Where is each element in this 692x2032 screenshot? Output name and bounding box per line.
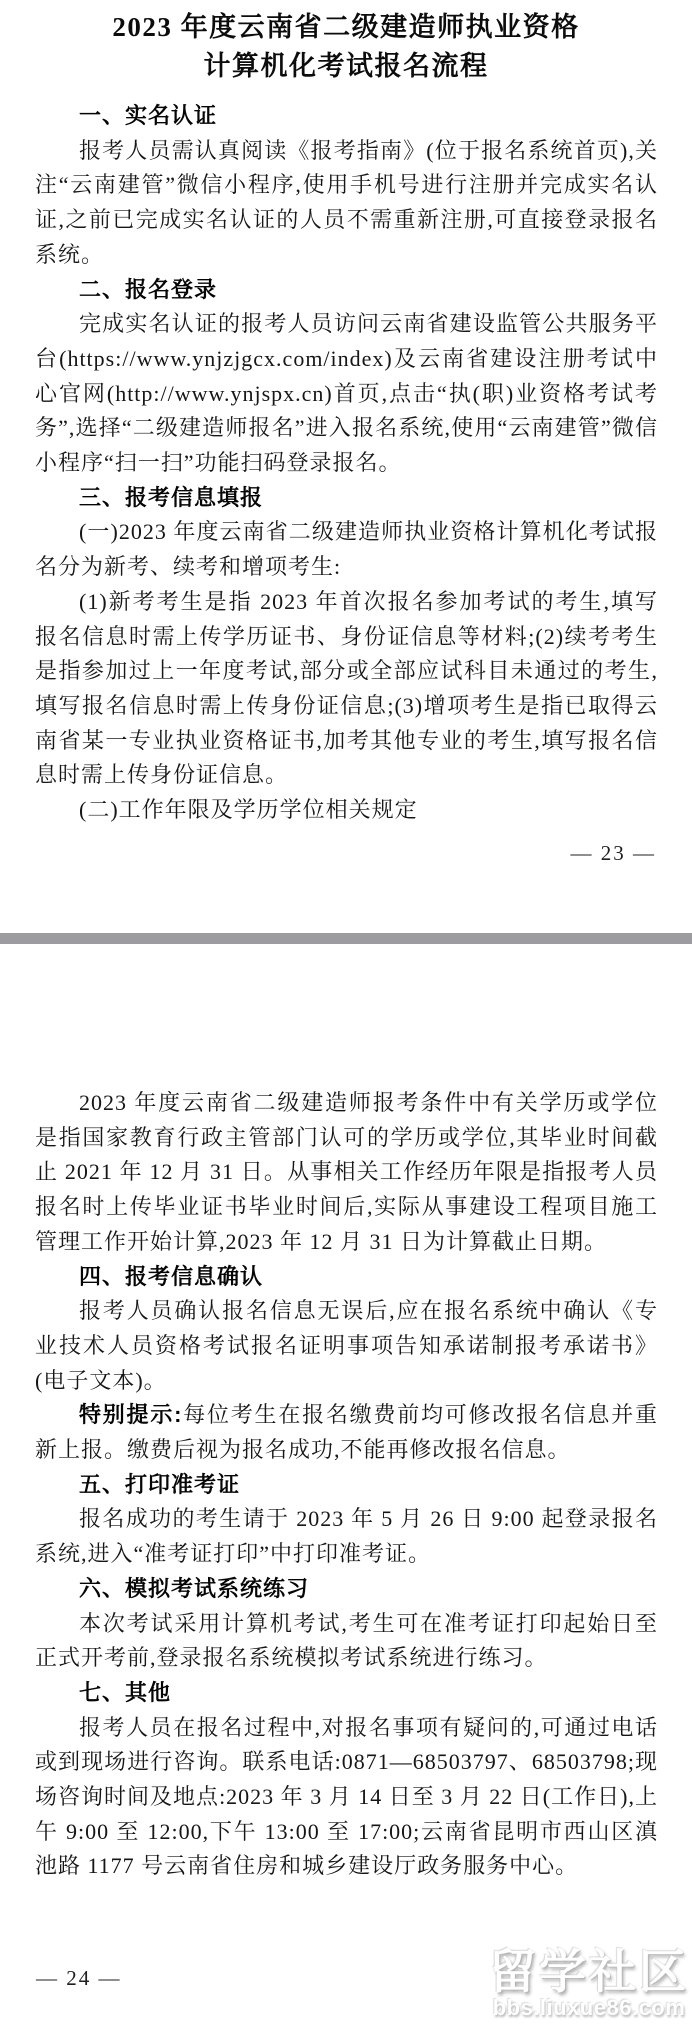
section-heading-2: 二、报名登录 [79,276,218,302]
section-heading-1: 一、实名认证 [79,103,218,128]
watermark-site-name: 留学社区 [489,1945,689,1998]
paragraph: 报考人员需认真阅读《报考指南》(位于报名系统首页),关注“云南建管”微信小程序,使用手机号进行注册并完成实名认证,之前已完成实名认证的人员不需重新注册,可直接登录报名系统。 [35,137,658,267]
paragraph: 报考人员确认报名信息无误后,应在报名系统中确认《专业技术人员资格考试报名证明事项告知承诺制报考承诺书》(电子文本)。 [35,1298,658,1393]
section-heading-6: 六、模拟考试系统练习 [79,1575,310,1601]
special-note-paragraph [35,1398,658,1467]
paragraph: 2023 年度云南省二级建造师报考条件中有关学历或学位是指国家教育行政主管部门认可的学历或学位,其毕业时间截止 2021 年 12 月 31 日。从事相关工作经历年限是指报考人员报名时上传毕业证书毕业时间后,实际从事建设工程项目施工管理工作开始计算,2023 年 12 月 31 日为计算截止日期。 [35,1090,658,1254]
paragraph: 报考人员在报名过程中,对报名事项有疑问的,可通过电话或到现场进行咨询。联系电话:0871—68503797、68503798;现场咨询时间及地点:2023 年 3 月 14 日至 3 月 22 日(工作日),上午 9:00 至 12:00,下午 13:00 至 17:00;云南省昆明市西山区滇池路 1177 号云南省住房和城乡建设厅政务服务中心。 [35,1714,658,1879]
section-heading-7: 七、其他 [79,1679,172,1705]
page-divider [0,933,692,944]
page-number-24: — 24 — [36,1966,122,1990]
page-23-content [35,99,658,828]
page-24-content [35,1086,658,1884]
paragraph: 报名成功的考生请于 2023 年 5 月 26 日 9:00 起登录报名系统,进入“准考证打印”中打印准考证。 [35,1506,658,1567]
paragraph: 完成实名认证的报考人员访问云南省建设监管公共服务平台(https://www.ynjzjgcx.com/index)及云南省建设注册考试中心官网(http://www.ynjspx.cn)首页,点击“执(职)业资格考试考务”,选择“二级建造师报名”进入报名系统,使用“云南建管”微信小程序“扫一扫”功能扫码登录报名。 [35,311,658,476]
document-title [0,8,692,86]
paragraph: (二)工作年限及学历学位相关规定 [79,797,418,823]
paragraph: 本次考试采用计算机考试,考生可在准考证打印起始日至正式开考前,登录报名系统模拟考试系统进行练习。 [35,1610,658,1671]
paragraph: (一)2023 年度云南省二级建造师执业资格计算机化考试报名分为新考、续考和增项考生: [35,519,658,580]
watermark [489,1946,689,2020]
title-line-2: 计算机化考试报名流程 [203,51,489,81]
section-heading-3: 三、报考信息填报 [79,484,264,510]
title-line-1: 2023 年度云南省二级建造师执业资格 [112,12,580,42]
section-heading-4: 四、报考信息确认 [79,1263,264,1289]
section-heading-5: 五、打印准考证 [79,1471,241,1497]
special-note-text: 每位考生在报名缴费前均可修改报名信息并重新上报。缴费后视为报名成功,不能再修改报名信息。 [35,1402,658,1463]
special-note-label: 特别提示: [79,1402,183,1428]
paragraph: (1)新考考生是指 2023 年首次报名参加考试的考生,填写报名信息时需上传学历证书、身份证信息等材料;(2)续考考生是指参加过上一年度考试,部分或全部应试科目未通过的考生,填写报名信息时需上传身份证信息;(3)增项考生是指已取得云南省某一专业执业资格证书,加考其他专业的考生,填写报名信息时需上传身份证信息。 [35,588,658,788]
page-number-23: — 23 — [570,841,656,865]
watermark-site-url: bbs.liuxue86.com [492,1995,686,2020]
